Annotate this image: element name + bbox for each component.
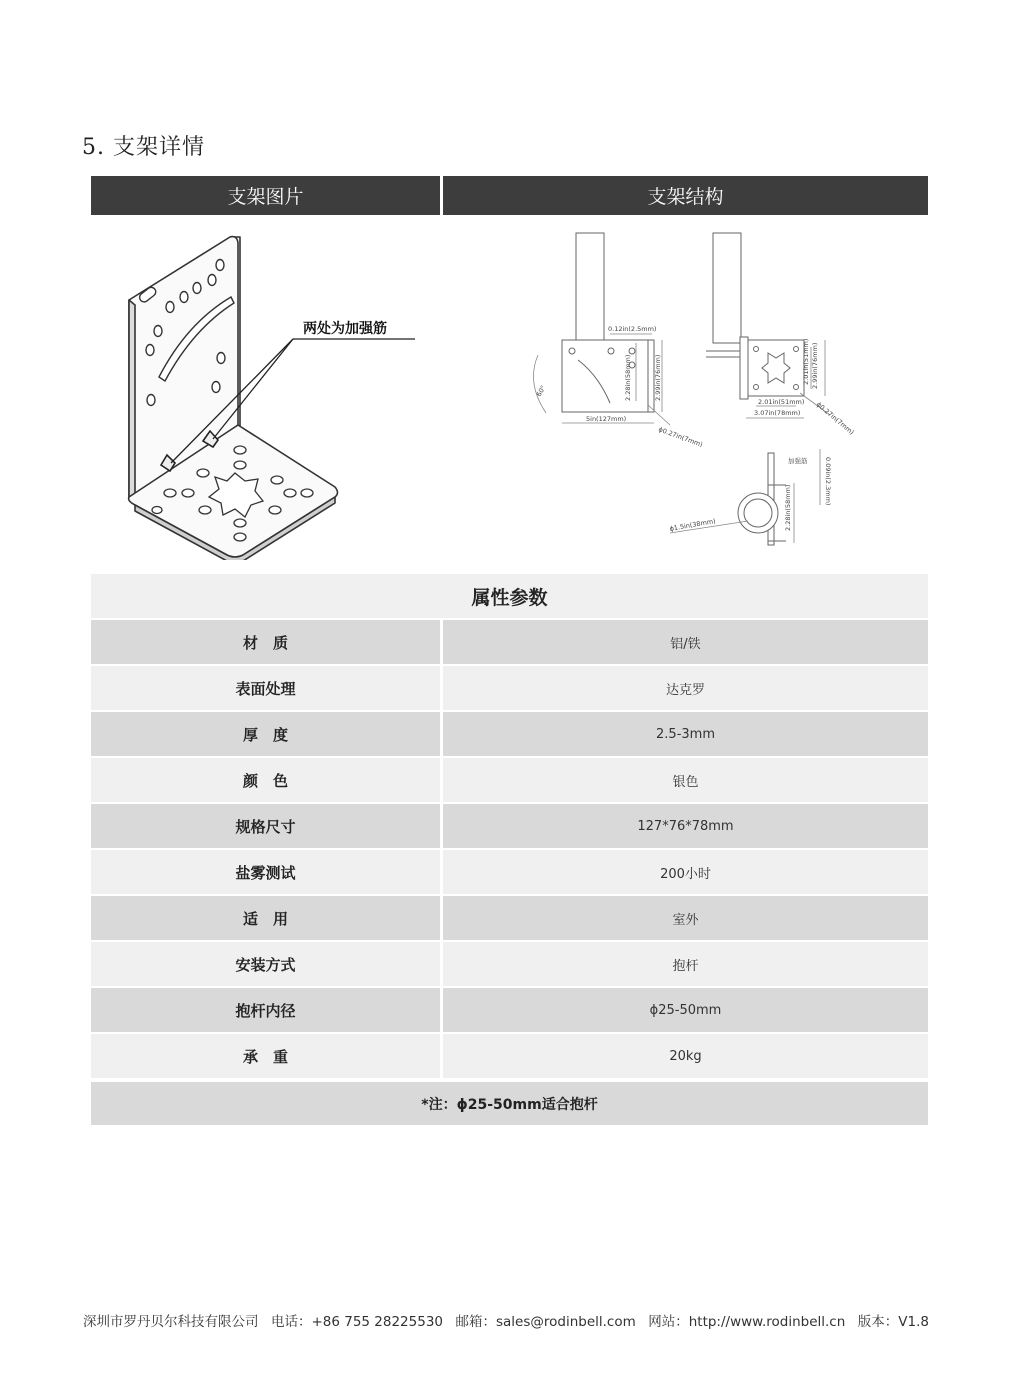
property-value: ϕ25-50mm [443,988,928,1032]
property-key: 盐雾测试 [91,850,440,894]
property-value: 2.5-3mm [443,712,928,756]
header-bracket-picture: 支架图片 [91,176,440,215]
property-value: 铝/铁 [443,620,928,664]
footer-company: 深圳市罗丹贝尔科技有限公司 [83,1314,259,1330]
property-value: 室外 [443,896,928,940]
property-key: 厚 度 [91,712,440,756]
properties-title: 属性参数 [91,574,928,618]
property-value: 达克罗 [443,666,928,710]
svg-text:0.12in(2.5mm): 0.12in(2.5mm) [608,325,657,333]
property-row [91,988,928,1032]
bracket-structure-drawing [520,225,865,560]
svg-text:ϕ0.27in(7mm): ϕ0.27in(7mm) [814,400,856,437]
property-row [91,1034,928,1078]
footer-phone: 电话：+86 755 28225530 [270,1314,444,1330]
property-key: 颜 色 [91,758,440,802]
property-row [91,942,928,986]
property-key: 承 重 [91,1034,440,1078]
property-key: 材 质 [91,620,440,664]
property-value: 200小时 [443,850,928,894]
property-key: 抱杆内径 [91,988,440,1032]
property-row [91,850,928,894]
svg-text:ϕ0.27in(7mm): ϕ0.27in(7mm) [657,425,704,449]
svg-text:2.01in(51mm): 2.01in(51mm) [758,398,805,406]
property-value: 20kg [443,1034,928,1078]
svg-text:加强筋: 加强筋 [788,457,808,465]
section-title: 5. 支架详情 [82,135,205,160]
header-bracket-structure: 支架结构 [443,176,928,215]
svg-text:2.99in(76mm): 2.99in(76mm) [811,342,819,389]
footer-website: 网站：http://www.rodinbell.cn [648,1314,846,1330]
property-row [91,620,928,664]
property-key: 适 用 [91,896,440,940]
svg-text:0.09in(2.3mm): 0.09in(2.3mm) [824,457,832,506]
svg-text:5in(127mm): 5in(127mm) [586,415,627,423]
svg-text:60°: 60° [534,384,548,398]
property-key: 表面处理 [91,666,440,710]
bracket-picture [95,225,440,560]
property-row [91,758,928,802]
rib-callout: 两处为加强筋 [303,321,387,337]
svg-text:2.99in(76mm): 2.99in(76mm) [654,354,662,401]
property-row [91,712,928,756]
footer-version: 版本：V1.8 [857,1314,929,1330]
page-footer [83,1310,929,1330]
property-row [91,804,928,848]
svg-text:3.07in(78mm): 3.07in(78mm) [754,409,801,417]
property-value: 银色 [443,758,928,802]
property-key: 安装方式 [91,942,440,986]
footer-email: 邮箱：sales@rodinbell.com [455,1314,636,1330]
svg-text:2.01in(51mm): 2.01in(51mm) [802,338,810,385]
svg-text:2.28in(58mm): 2.28in(58mm) [624,354,632,401]
property-row [91,666,928,710]
property-value: 抱杆 [443,942,928,986]
properties-note: *注：ϕ25-50mm适合抱杆 [91,1082,928,1125]
property-row [91,896,928,940]
svg-text:2.28in(58mm): 2.28in(58mm) [784,484,792,531]
svg-text:ϕ1.5in(38mm): ϕ1.5in(38mm) [668,517,717,533]
property-value: 127*76*78mm [443,804,928,848]
property-key: 规格尺寸 [91,804,440,848]
